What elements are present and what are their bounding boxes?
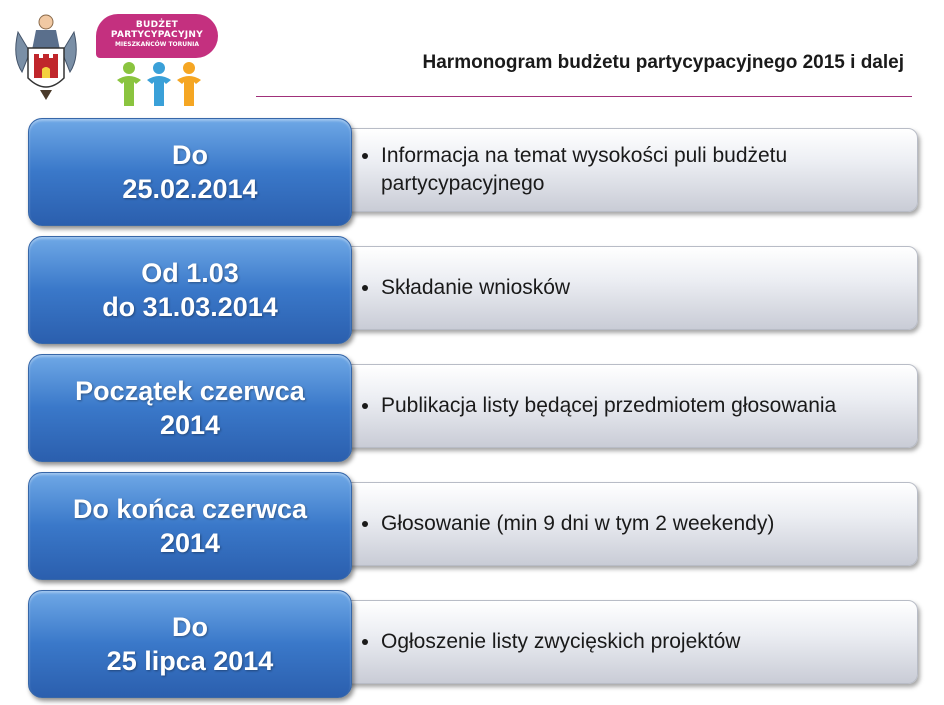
page-title: Harmonogram budżetu partycypacyjnego 2015 i dalej — [422, 52, 904, 73]
description-text: • Głosowanie (min 9 dni w tym 2 weekendy) — [381, 510, 774, 538]
people-icon — [114, 60, 204, 108]
date-line-2: 25.02.2014 — [122, 174, 258, 204]
description-box — [300, 482, 918, 566]
budget-logo — [96, 14, 218, 108]
date-line-2: 2014 — [159, 410, 221, 440]
coat-of-arms-icon — [10, 12, 82, 102]
description-box — [300, 600, 918, 684]
date-line-1: Początek czerwca — [75, 376, 305, 406]
description-text: • Ogłoszenie listy zwycięskich projektów — [381, 628, 740, 656]
description-box — [300, 364, 918, 448]
logo-banner — [96, 14, 218, 58]
title-divider — [256, 96, 912, 97]
date-box — [28, 472, 352, 580]
description-box — [300, 128, 918, 212]
description-box — [300, 246, 918, 330]
schedule-row — [0, 472, 944, 584]
logo-line-2: PARTYCYPACYJNY — [110, 30, 204, 40]
logo-line-3: MIESZKAŃCÓW TORUNIA — [114, 41, 200, 48]
date-line-1: Do końca czerwca — [72, 494, 308, 524]
description-text: • Informacja na temat wysokości puli budżetu partycypacyjnego — [381, 142, 901, 198]
logo-line-1: BUDŻET — [135, 20, 179, 30]
schedule-row — [0, 118, 944, 230]
description-text: • Publikacja listy będącej przedmiotem głosowania — [381, 392, 836, 420]
date-line-2: do 31.03.2014 — [102, 292, 278, 322]
date-box — [28, 118, 352, 226]
header — [0, 0, 944, 110]
date-line-1: Do — [172, 140, 208, 170]
date-box — [28, 354, 352, 462]
date-line-1: Od 1.03 — [141, 258, 239, 288]
schedule-row — [0, 354, 944, 466]
schedule-row — [0, 590, 944, 702]
description-text: • Składanie wniosków — [381, 274, 570, 302]
date-box — [28, 590, 352, 698]
date-line-1: Do — [172, 612, 208, 642]
date-line-2: 2014 — [159, 528, 221, 558]
schedule-row — [0, 236, 944, 348]
date-line-2: 25 lipca 2014 — [106, 646, 274, 676]
date-box — [28, 236, 352, 344]
